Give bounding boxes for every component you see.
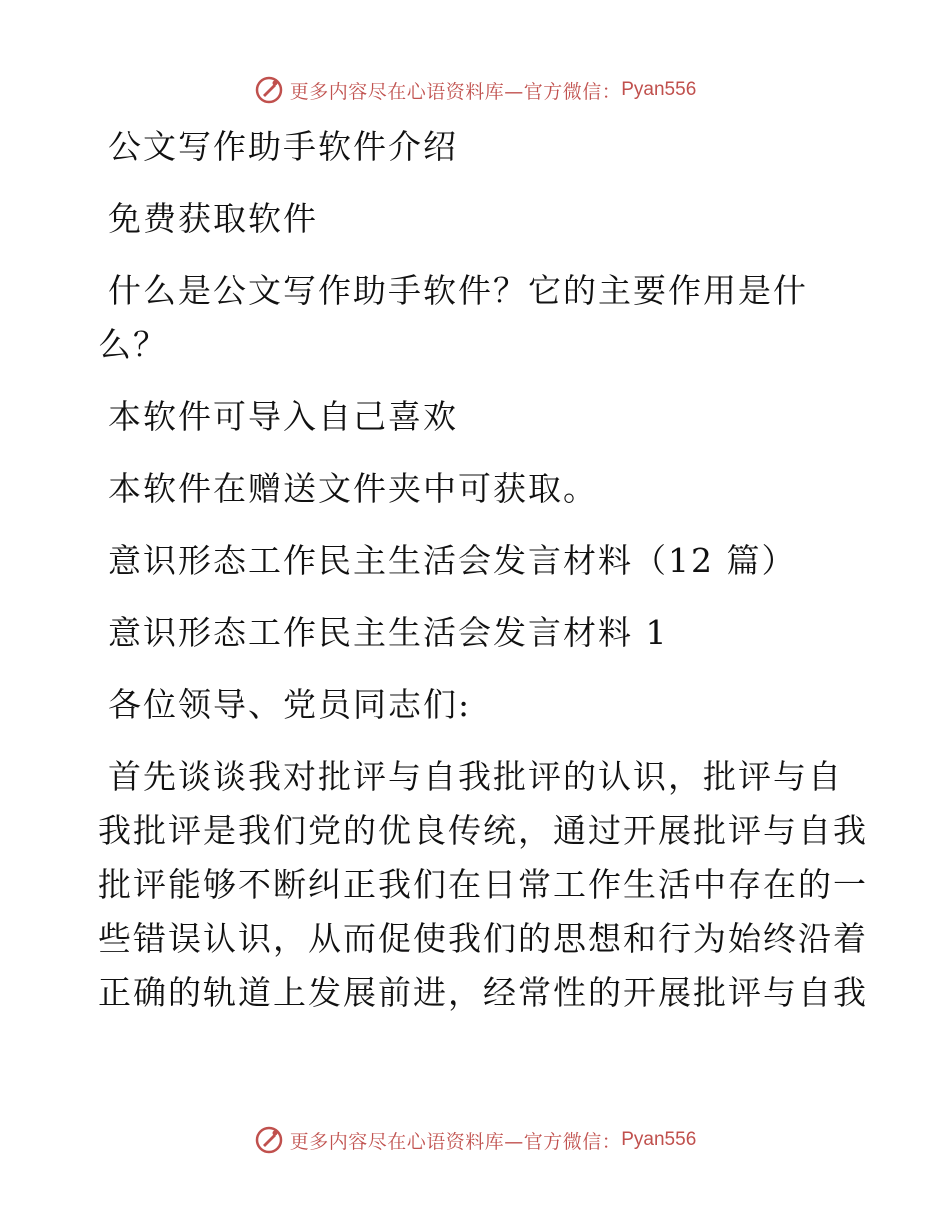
question-line-1: 什么是公文写作助手软件？它的主要作用是什: [108, 271, 808, 310]
paragraph-line-4: 些错误认识，从而促使我们的思想和行为始终沿着: [98, 919, 868, 958]
header-banner-text: 更多内容尽在心语资料库—官方微信：: [289, 80, 622, 103]
document-title: 公文写作助手软件介绍: [108, 127, 458, 166]
article-title: 意识形态工作民主生活会发言材料 1: [108, 613, 669, 652]
greeting: 各位领导、党员同志们:: [108, 685, 472, 724]
header-banner: [0, 70, 950, 110]
paragraph-line-3: 批评能够不断纠正我们在日常工作生活中存在的一: [98, 865, 868, 904]
paragraph-line-1: 首先谈谈我对批评与自我批评的认识，批评与自: [108, 757, 843, 796]
obtain-line: 本软件在赠送文件夹中可获取。: [108, 469, 598, 508]
footer-banner-id: Pyan556: [621, 1129, 697, 1150]
footer-banner-text: 更多内容尽在心语资料库—官方微信：: [289, 1130, 622, 1153]
section-title: 意识形态工作民主生活会发言材料（12 篇）: [108, 541, 797, 580]
document-subtitle: 免费获取软件: [108, 199, 318, 238]
header-banner-id: Pyan556: [621, 79, 697, 100]
import-line: 本软件可导入自己喜欢: [108, 397, 458, 436]
logo-icon: [254, 1125, 284, 1155]
question-line-2: 么？: [98, 325, 168, 364]
paragraph-line-2: 我批评是我们党的优良传统，通过开展批评与自我: [98, 811, 868, 850]
logo-icon: [254, 75, 284, 105]
document-body: [98, 120, 868, 1020]
paragraph-line-5: 正确的轨道上发展前进，经常性的开展批评与自我: [98, 973, 868, 1012]
footer-banner: [0, 1120, 950, 1160]
